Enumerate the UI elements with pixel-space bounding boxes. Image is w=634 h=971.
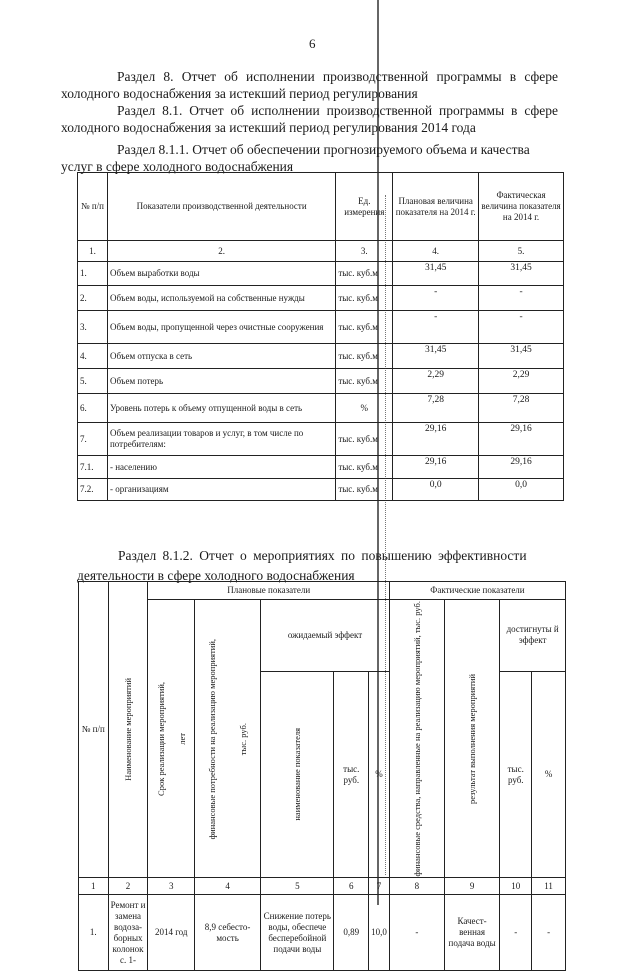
row-fact: 2,29 [479,369,564,394]
table-row [78,456,564,479]
t2-colnum: 1 [79,878,109,895]
t2-colnum: 5 [261,878,334,895]
row-plan: 7,28 [393,394,479,423]
t1-header-indicator: Показатели производственной деятельности [107,173,335,241]
row-indicator: Объем воды, используемой на собственные нужды [107,286,335,311]
t2-header-name: Наименование мероприятий [108,582,148,878]
page-number: 6 [309,36,316,51]
row-achieved-trub: - [500,895,532,971]
t2-colnum: 3 [148,878,194,895]
t2-header-result: результат выполнения мероприятий [444,600,499,878]
row-trub: 0,89 [334,895,369,971]
row-unit: тыс. куб.м [336,286,393,311]
t1-colnum: 5. [479,241,564,262]
t1-colnum: 1. [78,241,108,262]
row-measure: Ремонт и замена водоза-борных колонок с. 1- [108,895,148,971]
t1-colnum: 3. [336,241,393,262]
efficiency-measures-table [78,581,566,971]
t1-colnum: 4. [393,241,479,262]
row-indicator: Объем потерь [107,369,335,394]
row-fact: 31,45 [479,262,564,286]
row-term: 2014 год [148,895,194,971]
section81-line2: холодного водоснабжения за истекший период регулирования 2014 года [61,120,476,135]
section8-line2: холодного водоснабжения за истекший период регулирования [61,86,418,101]
t2-group-plan: Плановые показатели [148,582,389,600]
row-unit: тыс. куб.м [336,262,393,286]
row-num: 1. [79,895,109,971]
row-fact: 0,0 [479,479,564,501]
row-fact: - [479,286,564,311]
row-indicator: Снижение потерь воды, обеспече бесперебойной подачи воды [261,895,334,971]
t1-header-num: № п/п [78,173,108,241]
t2-colnum: 8 [389,878,444,895]
section81-line1: Раздел 8.1. Отчет об исполнении производственной программы в сфере [117,103,558,118]
row-achieved-pct: - [532,895,566,971]
row-plan: 2,29 [393,369,479,394]
t2-header-pct2: % [532,671,566,878]
t2-header-num: № п/п [79,582,109,878]
table-row [78,369,564,394]
row-num: 3. [78,311,108,344]
row-fact: - [479,311,564,344]
table-row [78,394,564,423]
table-row [78,344,564,369]
row-num: 6. [78,394,108,423]
t2-header-indicator: наименование показателя [261,671,334,878]
row-num: 7.2. [78,479,108,501]
t2-header-pct: % [369,671,390,878]
row-fact: 29,16 [479,423,564,456]
t2-header-expected: ожидаемый эффект [261,600,390,672]
row-num: 1. [78,262,108,286]
t1-colnum: 2. [107,241,335,262]
production-indicators-table [77,172,564,501]
row-fact-fin: - [389,895,444,971]
table-row [78,423,564,456]
t2-group-fact: Фактические показатели [389,582,565,600]
t2-colnum: 4 [194,878,260,895]
section8-line1: Раздел 8. Отчет об исполнении производственной программы в сфере [117,69,558,84]
row-pct: 10,0 [369,895,390,971]
row-plan: 31,45 [393,344,479,369]
t2-header-trub2: тыс. руб. [500,671,532,878]
row-unit: тыс. куб.м [336,423,393,456]
t2-colnum: 6 [334,878,369,895]
section812-line1: Раздел 8.1.2. Отчет о мероприятиях по повышению эффективности [118,548,527,563]
t1-header-fact: Фактическая величина показателя на 2014 г. [479,173,564,241]
row-unit: тыс. куб.м [336,369,393,394]
row-indicator: Объем воды, пропущенной через очистные сооружения [107,311,335,344]
row-plan: 29,16 [393,456,479,479]
row-plan: 31,45 [393,262,479,286]
row-num: 7.1. [78,456,108,479]
row-plan: - [393,286,479,311]
row-fact: 29,16 [479,456,564,479]
row-indicator: Уровень потерь к объему отпущенной воды в сеть [107,394,335,423]
row-fact: 7,28 [479,394,564,423]
row-num: 7. [78,423,108,456]
row-plan: 0,0 [393,479,479,501]
row-indicator: - организациям [107,479,335,501]
table-row [79,895,566,971]
row-fact: 31,45 [479,344,564,369]
t1-header-unit: Ед. измерения [336,173,393,241]
row-unit: % [336,394,393,423]
row-num: 2. [78,286,108,311]
section812-line2: деятельности в сфере холодного водоснабжения [77,568,355,583]
t2-colnum: 10 [500,878,532,895]
table-row [78,479,564,501]
row-plan: - [393,311,479,344]
row-fin: 8,9 себесто-мость [194,895,260,971]
t2-header-fin: финансовые потребности на реализацию мероприятий, тыс. руб. [194,600,260,878]
table-row [78,286,564,311]
row-unit: тыс. куб.м [336,456,393,479]
t2-header-fact-fin: финансовые средства, направленные на реализацию мероприятий, тыс. руб. [389,600,444,878]
section811-line1: Раздел 8.1.1. Отчет об обеспечении прогнозируемого объема и качества [117,142,530,157]
t2-header-trub: тыс. руб. [334,671,369,878]
row-num: 4. [78,344,108,369]
t1-header-plan: Плановая величина показателя на 2014 г. [393,173,479,241]
section811-line2: услуг в сфере холодного водоснабжения [61,159,294,174]
row-plan: 29,16 [393,423,479,456]
row-num: 5. [78,369,108,394]
row-indicator: Объем выработки воды [107,262,335,286]
t2-colnum: 7 [369,878,390,895]
t2-header-achieved: достигнуты й эффект [500,600,566,672]
row-unit: тыс. куб.м [336,311,393,344]
row-indicator: Объем реализации товаров и услуг, в том числе по потребителям: [107,423,335,456]
row-result: Качест-венная подача воды [444,895,499,971]
t2-colnum: 11 [532,878,566,895]
row-indicator: Объем отпуска в сеть [107,344,335,369]
table-row [78,311,564,344]
table-row [78,262,564,286]
t2-colnum: 2 [108,878,148,895]
row-unit: тыс. куб.м [336,344,393,369]
t2-colnum: 9 [444,878,499,895]
t2-header-term: Срок реализации мероприятий, лет [148,600,194,878]
row-indicator: - населению [107,456,335,479]
row-unit: тыс. куб.м [336,479,393,501]
